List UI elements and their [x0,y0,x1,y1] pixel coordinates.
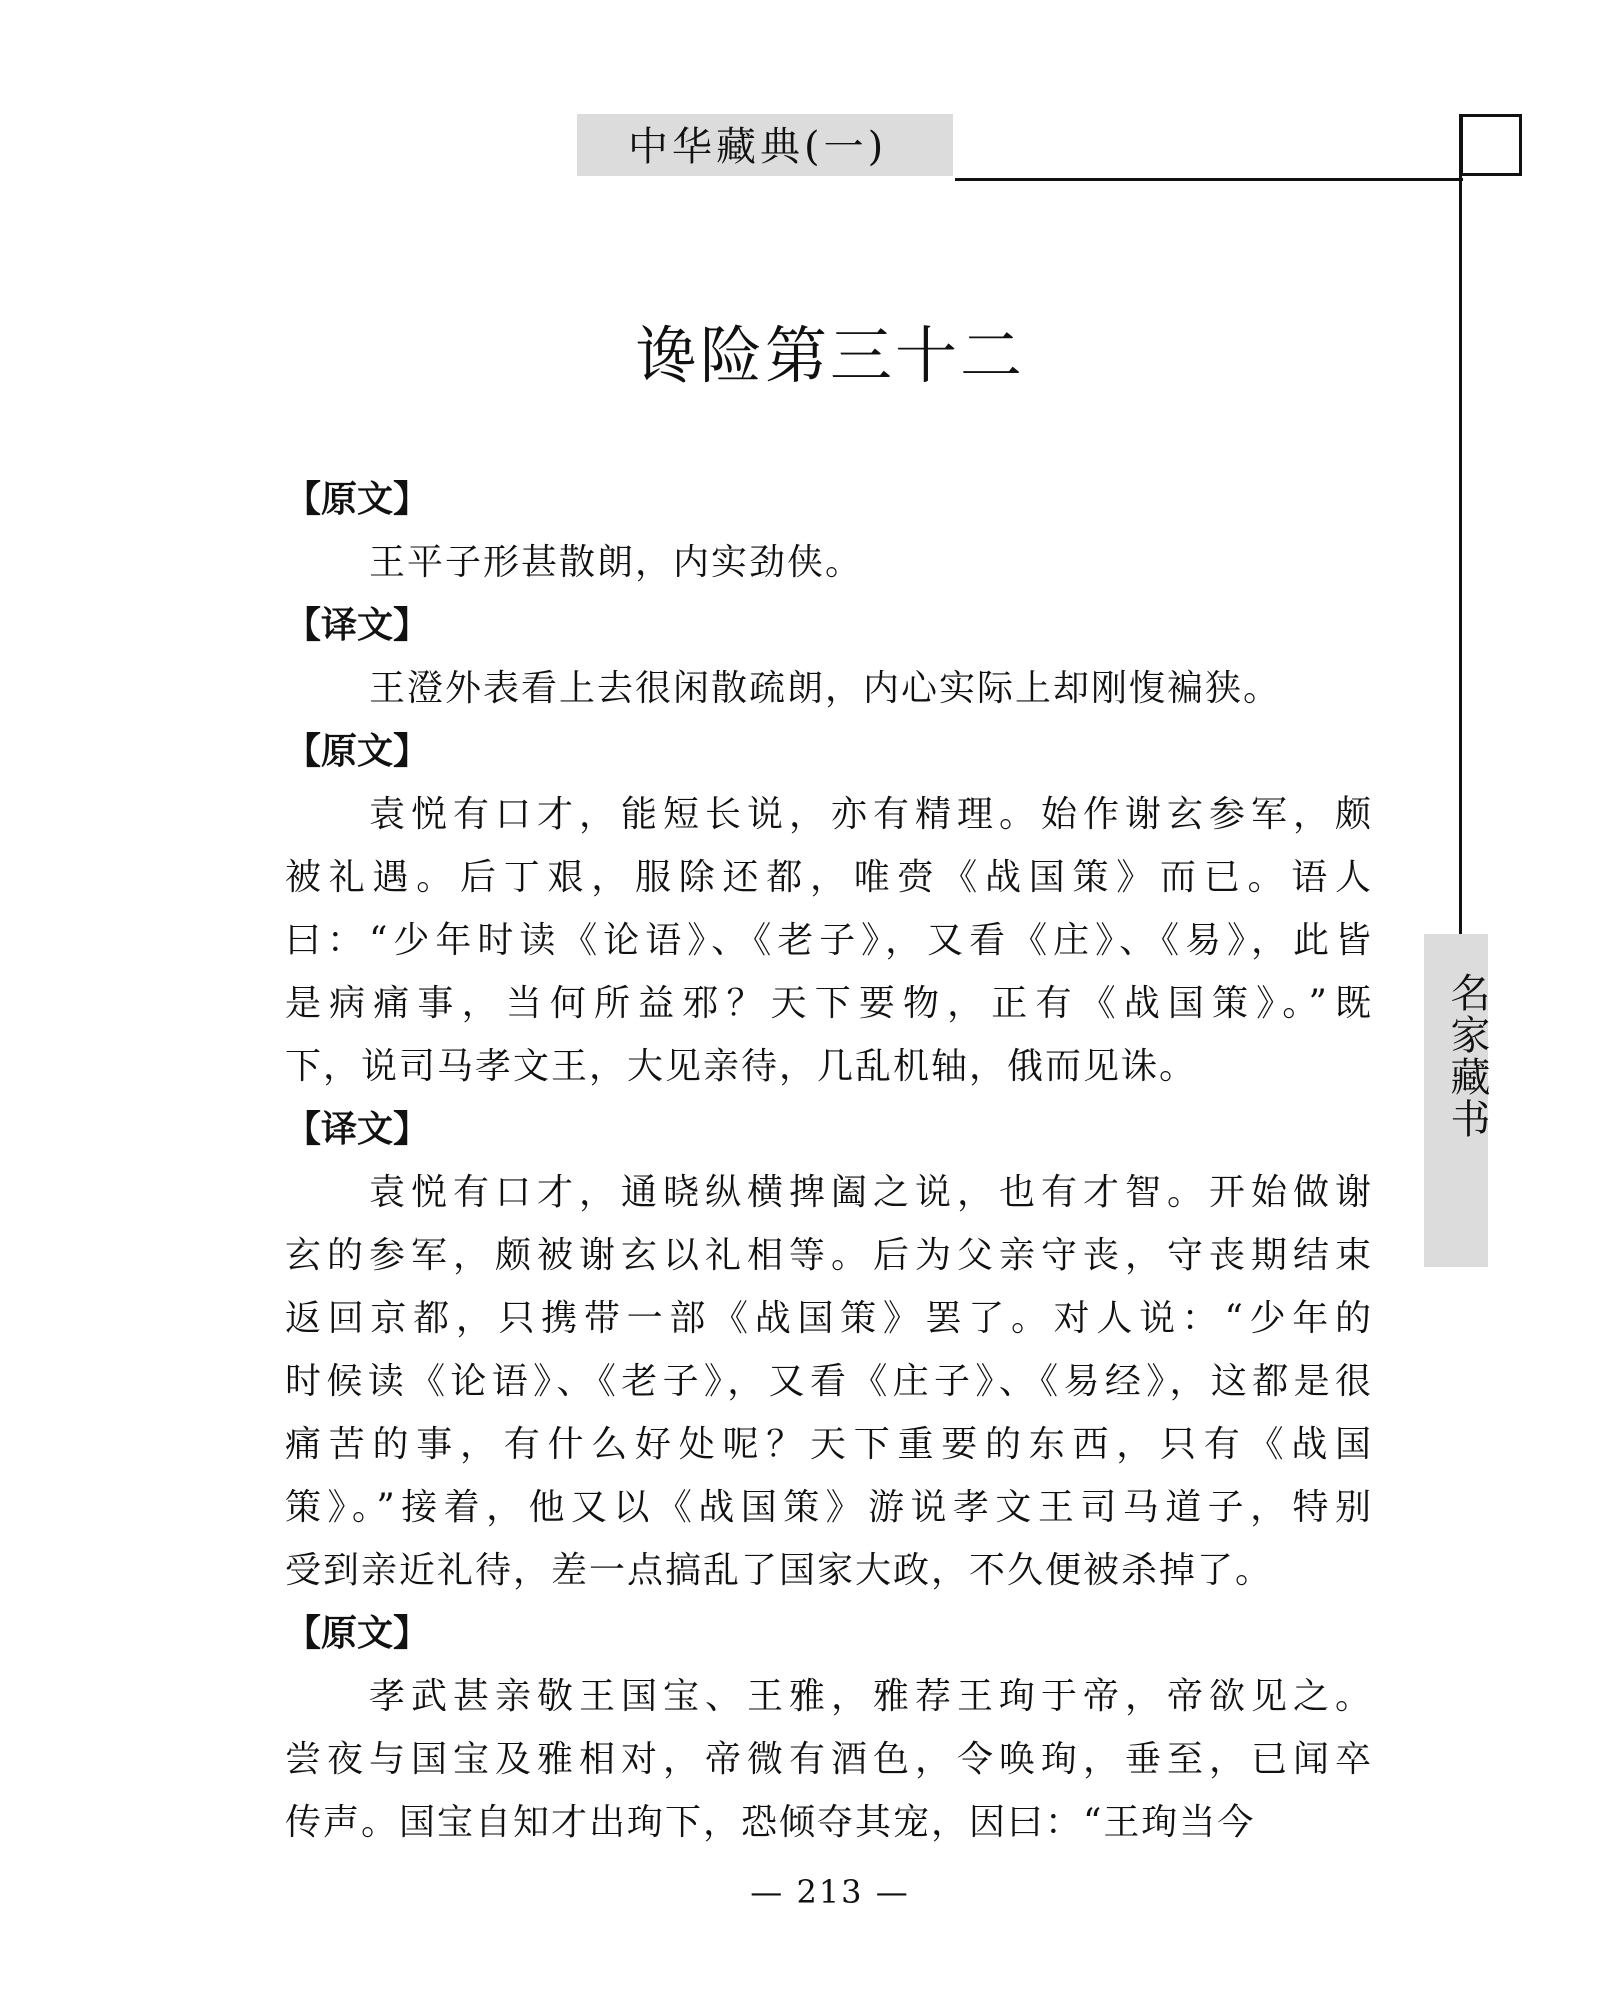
side-tab-label: 名家藏书 [1444,972,1490,1140]
paragraph-line: 受到亲近礼待，差一点搞乱了国家大政，不久便被杀掉了。 [285,1550,1274,1591]
section-label: 【原文】 [285,479,430,520]
paragraph-line: 传声。国宝自知才出珣下，恐倾夺其宠，因曰：“王珣当今 [285,1802,1256,1843]
paragraph-line: 被礼遇。后丁艰，服除还都，唯赍《战国策》而已。语人 [285,857,1373,898]
paragraph-line: 王平子形甚散朗，内实劲侠。 [369,542,864,583]
paragraph-line: 下，说司马孝文王，大见亲待，几乱机轴，俄而见诛。 [285,1046,1198,1087]
paragraph-line: 尝夜与国宝及雅相对，帝微有酒色，令唤珣，垂至，已闻卒 [285,1739,1373,1780]
section-paragraph [285,657,1373,720]
section-paragraph [285,1161,1373,1602]
section-label: 【译文】 [285,1109,430,1150]
paragraph-line: 曰：“少年时读《论语》、《老子》，又看《庄》、《易》，此皆 [285,920,1373,961]
side-rule [1459,114,1462,934]
chapter-title: 谗险第三十二 [634,319,1025,392]
section-paragraph [285,531,1373,594]
chapter-body [285,468,1373,1854]
section-label: 【译文】 [285,605,430,646]
page-number: — 213 — [750,1873,910,1911]
header-corner-box [1460,114,1522,176]
paragraph-line: 是病痛事，当何所益邪？天下要物，正有《战国策》。”既 [285,983,1373,1024]
header-rule [955,178,1463,181]
paragraph-line: 返回京都，只携带一部《战国策》罢了。对人说：“少年的 [285,1298,1373,1339]
paragraph-line: 王澄外表看上去很闲散疏朗，内心实际上却刚愎褊狭。 [369,668,1282,709]
paragraph-line: 策》。”接着，他又以《战国策》游说孝文王司马道子，特别 [285,1487,1373,1528]
section-label: 【原文】 [285,1613,430,1654]
paragraph-line: 痛苦的事，有什么好处呢？天下重要的东西，只有《战国 [285,1424,1373,1465]
book-title: 中华藏典(一) [628,124,888,170]
side-tab [1424,934,1488,1267]
section-paragraph [285,783,1373,1098]
paragraph-line: 孝武甚亲敬王国宝、王雅，雅荐王珣于帝，帝欲见之。 [369,1676,1373,1717]
paragraph-line: 袁悦有口才，能短长说，亦有精理。始作谢玄参军，颇 [369,794,1373,835]
paragraph-line: 袁悦有口才，通晓纵横捭阖之说，也有才智。开始做谢 [369,1172,1373,1213]
section-label: 【原文】 [285,731,430,772]
paragraph-line: 时候读《论语》、《老子》，又看《庄子》、《易经》，这都是很 [285,1361,1373,1402]
paragraph-line: 玄的参军，颇被谢玄以礼相等。后为父亲守丧，守丧期结束 [285,1235,1373,1276]
section-paragraph [285,1665,1373,1854]
